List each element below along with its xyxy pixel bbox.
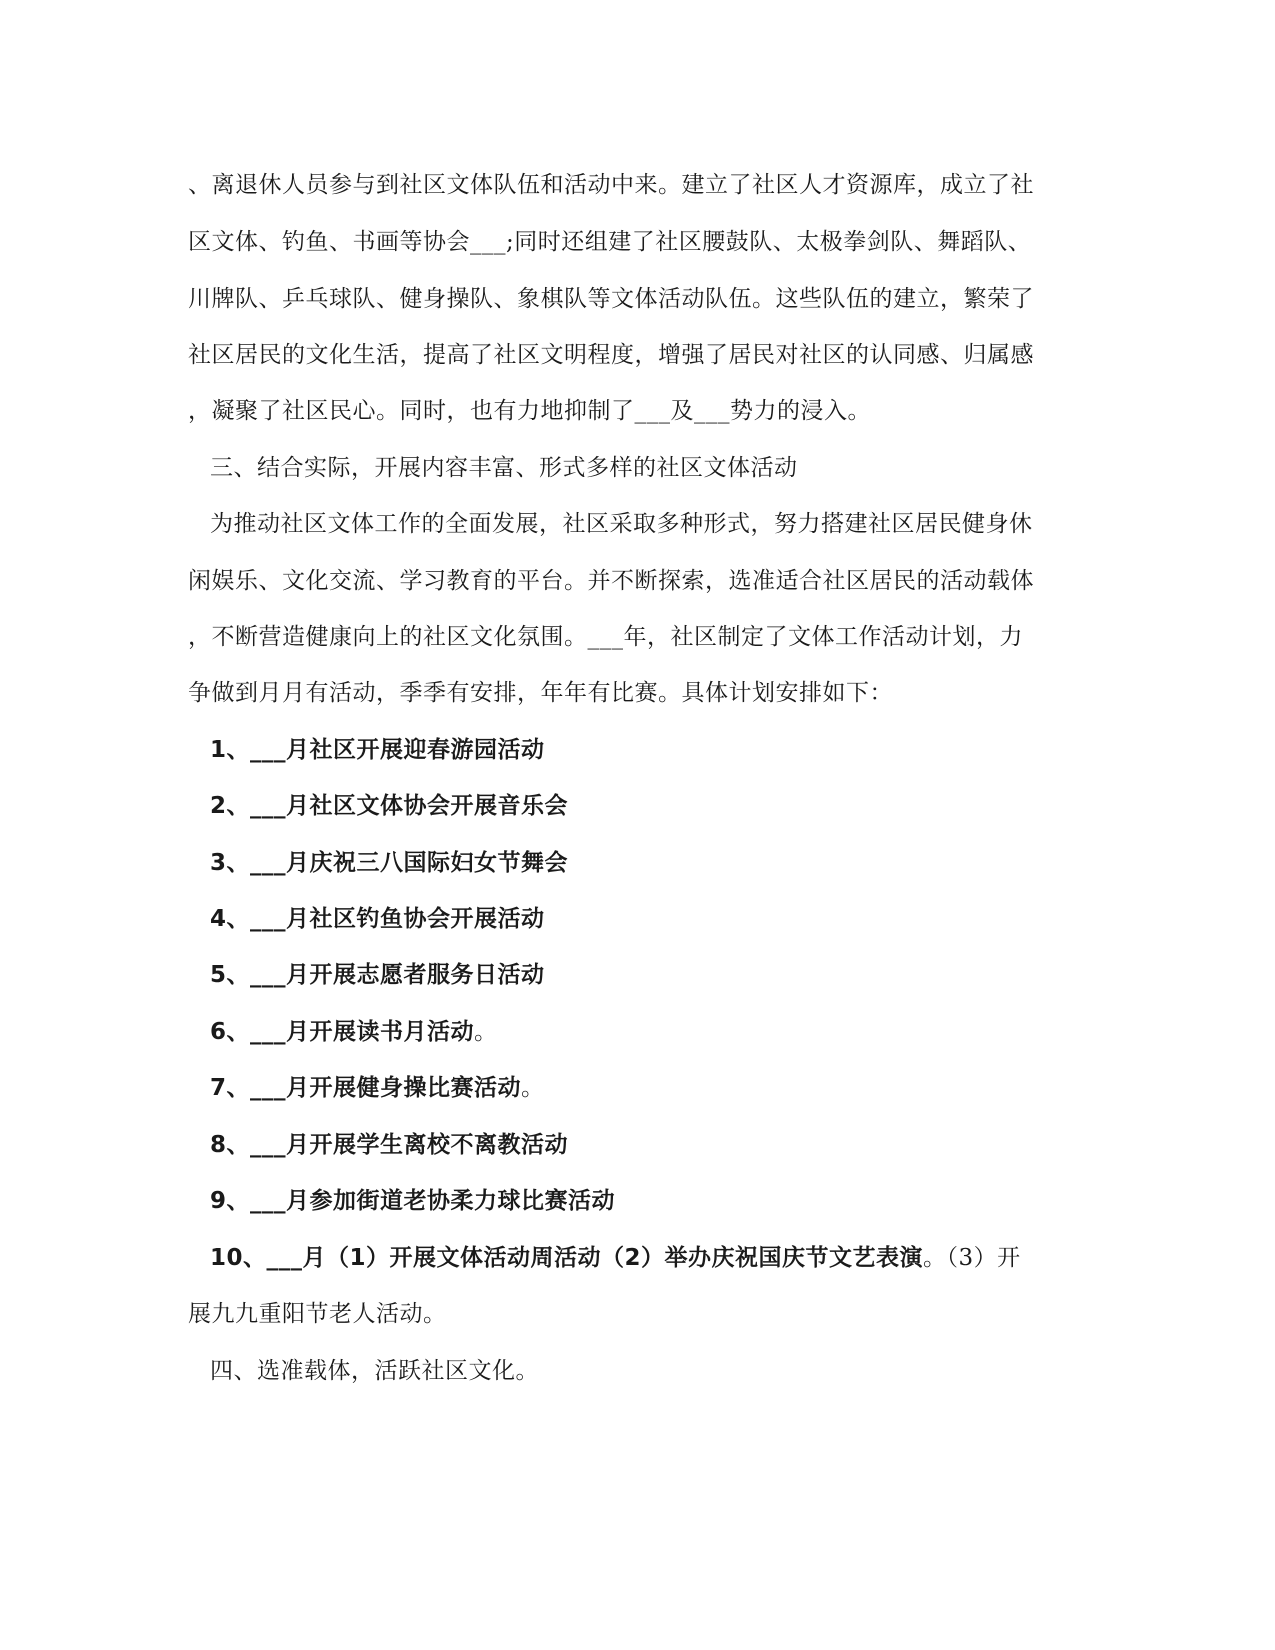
paragraph-line: 区文体、钓鱼、书画等协会___;同时还组建了社区腰鼓队、太极拳剑队、舞蹈队、	[188, 229, 1032, 255]
paragraph-line: ，不断营造健康向上的社区文化氛围。___年，社区制定了文体工作活动计划，力	[188, 624, 1023, 650]
paragraph-line: 展九九重阳节老人活动。	[188, 1301, 447, 1327]
plan-item-text: 3、___月庆祝三八国际妇女节舞会	[210, 850, 569, 876]
plan-item-text: 6、___月开展读书月活动	[210, 1019, 475, 1045]
plan-item	[210, 1186, 1110, 1216]
plan-item-tail: 。	[474, 1019, 498, 1045]
paragraph-line: 川牌队、乒乓球队、健身操队、象棋队等文体活动队伍。这些队伍的建立，繁荣了	[188, 286, 1034, 312]
plan-item	[210, 791, 1110, 821]
plan-item-tail: 。（3）开	[923, 1245, 1021, 1271]
plan-item	[210, 960, 1110, 990]
section-heading-4: 四、选准载体，活跃社区文化。	[210, 1358, 539, 1384]
plan-item-text: 8、___月开展学生离校不离教活动	[210, 1132, 569, 1158]
plan-item-text: 10、___月（1）开展文体活动周活动（2）举办庆祝国庆节文艺表演	[210, 1245, 924, 1271]
paragraph-line: 争做到月月有活动，季季有安排，年年有比赛。具体计划安排如下：	[188, 680, 893, 706]
section-heading-3: 三、结合实际，开展内容丰富、形式多样的社区文体活动	[210, 455, 798, 481]
plan-item	[210, 1017, 1110, 1047]
plan-item	[210, 735, 1110, 765]
paragraph-line: 为推动社区文体工作的全面发展，社区采取多种形式，努力搭建社区居民健身休	[210, 511, 1033, 537]
paragraph-line: ，凝聚了社区民心。同时，也有力地抑制了___及___势力的浸入。	[188, 398, 871, 424]
plan-item-text: 9、___月参加街道老协柔力球比赛活动	[210, 1188, 616, 1214]
plan-item	[210, 1073, 1110, 1103]
plan-item	[210, 904, 1110, 934]
plan-item-text: 1、___月社区开展迎春游园活动	[210, 737, 545, 763]
plan-item-text: 7、___月开展健身操比赛活动	[210, 1075, 522, 1101]
paragraph-line: 闲娱乐、文化交流、学习教育的平台。并不断探索，选准适合社区居民的活动载体	[188, 568, 1034, 594]
plan-item	[210, 1130, 1110, 1160]
plan-item-text: 2、___月社区文体协会开展音乐会	[210, 793, 569, 819]
plan-item	[210, 1243, 1110, 1273]
plan-item-text: 5、___月开展志愿者服务日活动	[210, 962, 545, 988]
paragraph-line: 、离退休人员参与到社区文体队伍和活动中来。建立了社区人才资源库，成立了社	[188, 172, 1034, 198]
plan-item-tail: 。	[521, 1075, 545, 1101]
paragraph-line: 社区居民的文化生活，提高了社区文明程度，增强了居民对社区的认同感、归属感	[188, 342, 1034, 368]
plan-item	[210, 848, 1110, 878]
plan-item-text: 4、___月社区钓鱼协会开展活动	[210, 906, 545, 932]
